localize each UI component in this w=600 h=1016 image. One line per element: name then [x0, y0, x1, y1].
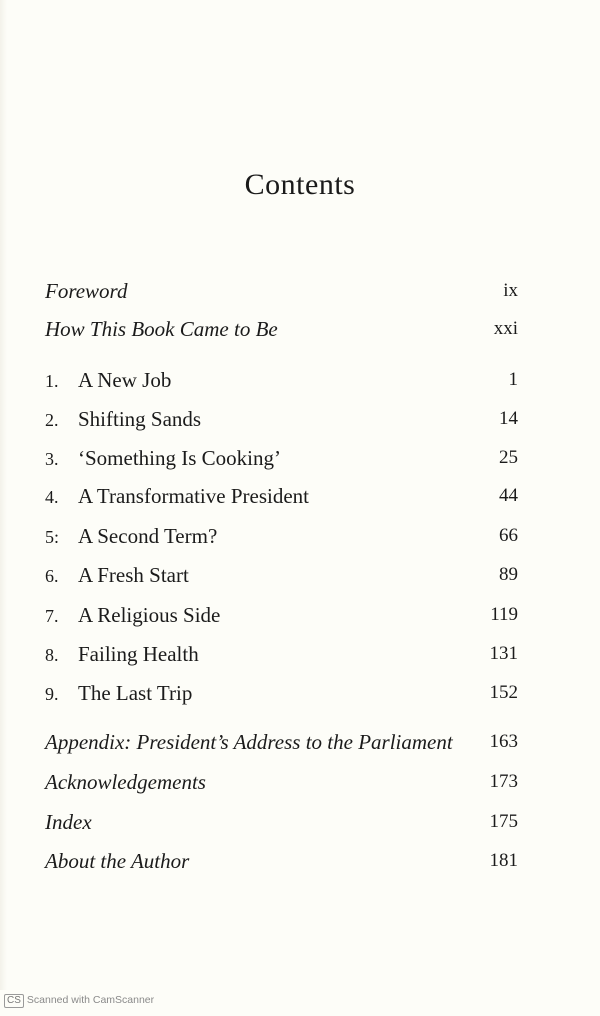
toc-entry-label: Acknowledgements	[45, 770, 206, 794]
toc-page-number: xxi	[493, 318, 518, 339]
toc-page-number: 131	[489, 643, 518, 664]
toc-page-number: 181	[489, 850, 518, 871]
toc-chapter-8	[45, 640, 520, 668]
toc-entry-how-this-book-came-to-be	[45, 315, 520, 343]
chapter-title: A Religious Side	[78, 603, 221, 627]
camscanner-logo-icon: CS	[4, 994, 24, 1008]
toc-entry-about-the-author	[45, 847, 520, 875]
toc-page-number: 163	[489, 731, 518, 752]
chapter-number: 5:	[45, 527, 60, 547]
scanner-watermark-text: Scanned with CamScanner	[26, 994, 155, 1006]
toc-chapter-3	[45, 444, 520, 472]
chapter-title: A New Job	[78, 368, 172, 392]
chapter-number: 3.	[45, 449, 59, 469]
toc-page-number: 1	[508, 369, 518, 390]
toc-page-number: 25	[499, 447, 518, 468]
chapter-number: 8.	[45, 645, 59, 665]
chapter-title: ‘Something Is Cooking’	[78, 446, 281, 470]
toc-chapter-1	[45, 366, 520, 394]
chapter-title: A Second Term?	[78, 524, 218, 548]
toc-page-number: 173	[489, 771, 518, 792]
toc-entry-label: Appendix: President’s Address to the Parliament	[45, 730, 453, 754]
chapter-number: 1.	[45, 371, 59, 391]
toc-chapter-2	[45, 405, 520, 433]
toc-chapter-6	[45, 561, 520, 589]
chapter-title: Failing Health	[78, 642, 199, 666]
page-edge-shadow	[0, 0, 7, 990]
chapter-title: Shifting Sands	[78, 407, 202, 431]
chapter-title: The Last Trip	[78, 681, 193, 705]
toc-chapter-4	[45, 482, 520, 510]
toc-entry-foreword	[45, 277, 520, 305]
chapter-number: 7.	[45, 606, 59, 626]
toc-entry-label: About the Author	[45, 849, 190, 873]
chapter-number: 2.	[45, 410, 59, 430]
toc-page-number: 152	[489, 682, 518, 703]
toc-entry-index	[45, 808, 520, 836]
toc-entry-acknowledgements	[45, 768, 520, 796]
toc-entry-label: Index	[45, 810, 92, 834]
scanner-watermark	[4, 994, 154, 1008]
toc-page-number: 89	[499, 564, 518, 585]
chapter-number: 9.	[45, 684, 59, 704]
toc-entry-appendix	[45, 728, 520, 756]
toc-page-number: 66	[499, 525, 518, 546]
toc-entry-label: How This Book Came to Be	[45, 317, 278, 341]
toc-page-number: ix	[503, 280, 518, 301]
toc-page-number: 44	[499, 485, 518, 506]
toc-chapter-5	[45, 522, 520, 550]
toc-chapter-7	[45, 601, 520, 629]
chapter-title: A Fresh Start	[78, 563, 189, 587]
toc-entry-label: Foreword	[45, 279, 128, 303]
chapter-number: 6.	[45, 566, 59, 586]
chapter-number: 4.	[45, 487, 59, 507]
chapter-title: A Transformative President	[78, 484, 309, 508]
page-title: Contents	[244, 168, 356, 201]
toc-page-number: 175	[489, 811, 518, 832]
toc-page-number: 14	[499, 408, 518, 429]
toc-chapter-9	[45, 679, 520, 707]
toc-page-number: 119	[490, 604, 518, 625]
